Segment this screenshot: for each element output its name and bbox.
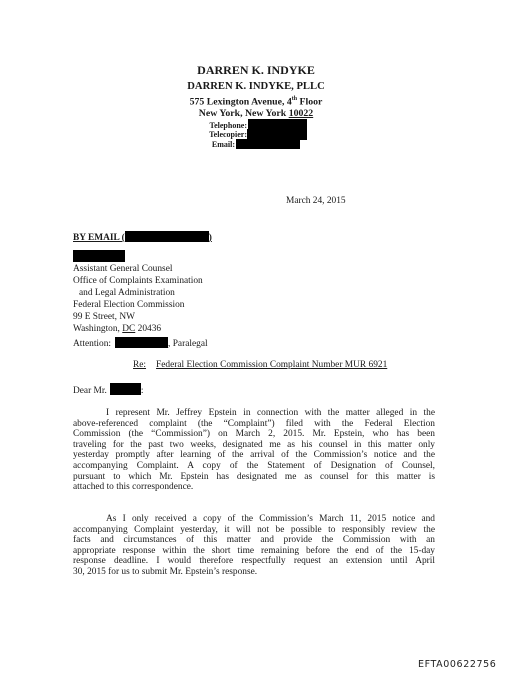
letterhead-name: DARREN K. INDYKE: [197, 63, 315, 77]
body-paragraph-2: [73, 514, 435, 578]
recipient-zip: 20436: [135, 324, 162, 334]
paragraph2-line: As I only received a copy of the Commission’s March 11, 2015 notice and: [106, 514, 435, 524]
delivery-prefix: BY EMAIL (: [73, 233, 125, 243]
attention-redaction: [115, 337, 168, 348]
re-subject: Federal Election Commission Complaint Number MUR 6921: [156, 360, 388, 370]
telecopier-label: Telecopier:: [209, 130, 247, 139]
salutation-colon: :: [140, 386, 144, 396]
letterhead-address-line1: [0, 96, 512, 107]
letterhead-address-line2: [0, 109, 512, 119]
body-paragraph-1: [73, 408, 435, 493]
email-label: Email:: [211, 140, 235, 149]
delivery-line: [73, 231, 212, 243]
recipient-state: DC: [122, 324, 136, 334]
paragraph1-line: above-referenced complaint (the “Complaint”) filed with the Federal Election: [73, 418, 435, 429]
salutation-redaction: [110, 383, 141, 395]
paragraph1-line: I represent Mr. Jeffrey Epstein in connection with the matter alleged in the: [106, 408, 435, 418]
address-floor: Floor: [297, 96, 323, 108]
recipient-line-1: Assistant General Counsel: [73, 264, 173, 274]
address-zip: 10022: [288, 108, 314, 119]
paragraph2-line: 30, 2015 for us to submit Mr. Epstein’s response.: [73, 566, 258, 577]
letterhead-firm: DARREN K. INDYKE, PLLC: [187, 81, 325, 92]
delivery-redaction: [125, 231, 209, 242]
address-floor-suffix: th: [291, 96, 298, 102]
re-label: Re:: [133, 360, 147, 370]
recipient-line-4: Federal Election Commission: [73, 300, 185, 310]
letter-date: March 24, 2015: [286, 196, 346, 206]
paragraph1-line: attached to this correspondence.: [73, 482, 194, 493]
salutation: [73, 383, 143, 396]
recipient-line-3: and Legal Administration: [79, 288, 175, 298]
paragraph2-line: facts and circumstances of this matter and provide the Commission with an: [73, 535, 435, 546]
salutation-text: Dear Mr.: [73, 386, 107, 396]
attention-label: Attention:: [73, 339, 112, 349]
recipient-line-5: 99 E Street, NW: [73, 312, 135, 322]
address-street: 575 Lexington Avenue, 4: [189, 96, 292, 108]
delivery-suffix: ): [208, 233, 212, 243]
paragraph2-line: accompanying Complaint yesterday, it will not be possible to responsibly review the: [73, 524, 435, 535]
attention-suffix: , Paralegal: [168, 339, 208, 349]
recipient-city-name: Washington,: [73, 324, 123, 334]
bates-number: EFTA00622756: [418, 659, 497, 670]
telephone-label: Telephone:: [209, 121, 247, 130]
paragraph1-line: accompanying Complaint. A copy of the Statement of Designation of Counsel,: [73, 460, 435, 471]
attention-line: [73, 337, 208, 349]
paragraph2-line: appropriate response within the short time remaining before the end of the 15-day: [73, 545, 435, 556]
recipient-city: [73, 325, 161, 334]
paragraph1-line: traveling for the past two weeks, designated me as his counsel in this matter only: [73, 439, 435, 450]
recipient-name-redaction: [73, 250, 125, 262]
re-line: [133, 361, 387, 370]
email-redaction: [236, 139, 300, 149]
paragraph1-line: yesterday promptly after learning of the arrival of the Commission’s notice and the: [73, 450, 435, 461]
recipient-line-2: Office of Complaints Examination: [73, 276, 203, 286]
paragraph2-line: response deadline. I would therefore respectfully request an extension until April: [73, 556, 435, 567]
paragraph1-line: Commission (the “Commission”) on March 2, 2015. Mr. Epstein, who has been: [73, 429, 435, 440]
paragraph1-line: pursuant to which Mr. Epstein has designated me as counsel for this matter is: [73, 471, 435, 482]
address-city: New York, New York: [198, 108, 289, 119]
